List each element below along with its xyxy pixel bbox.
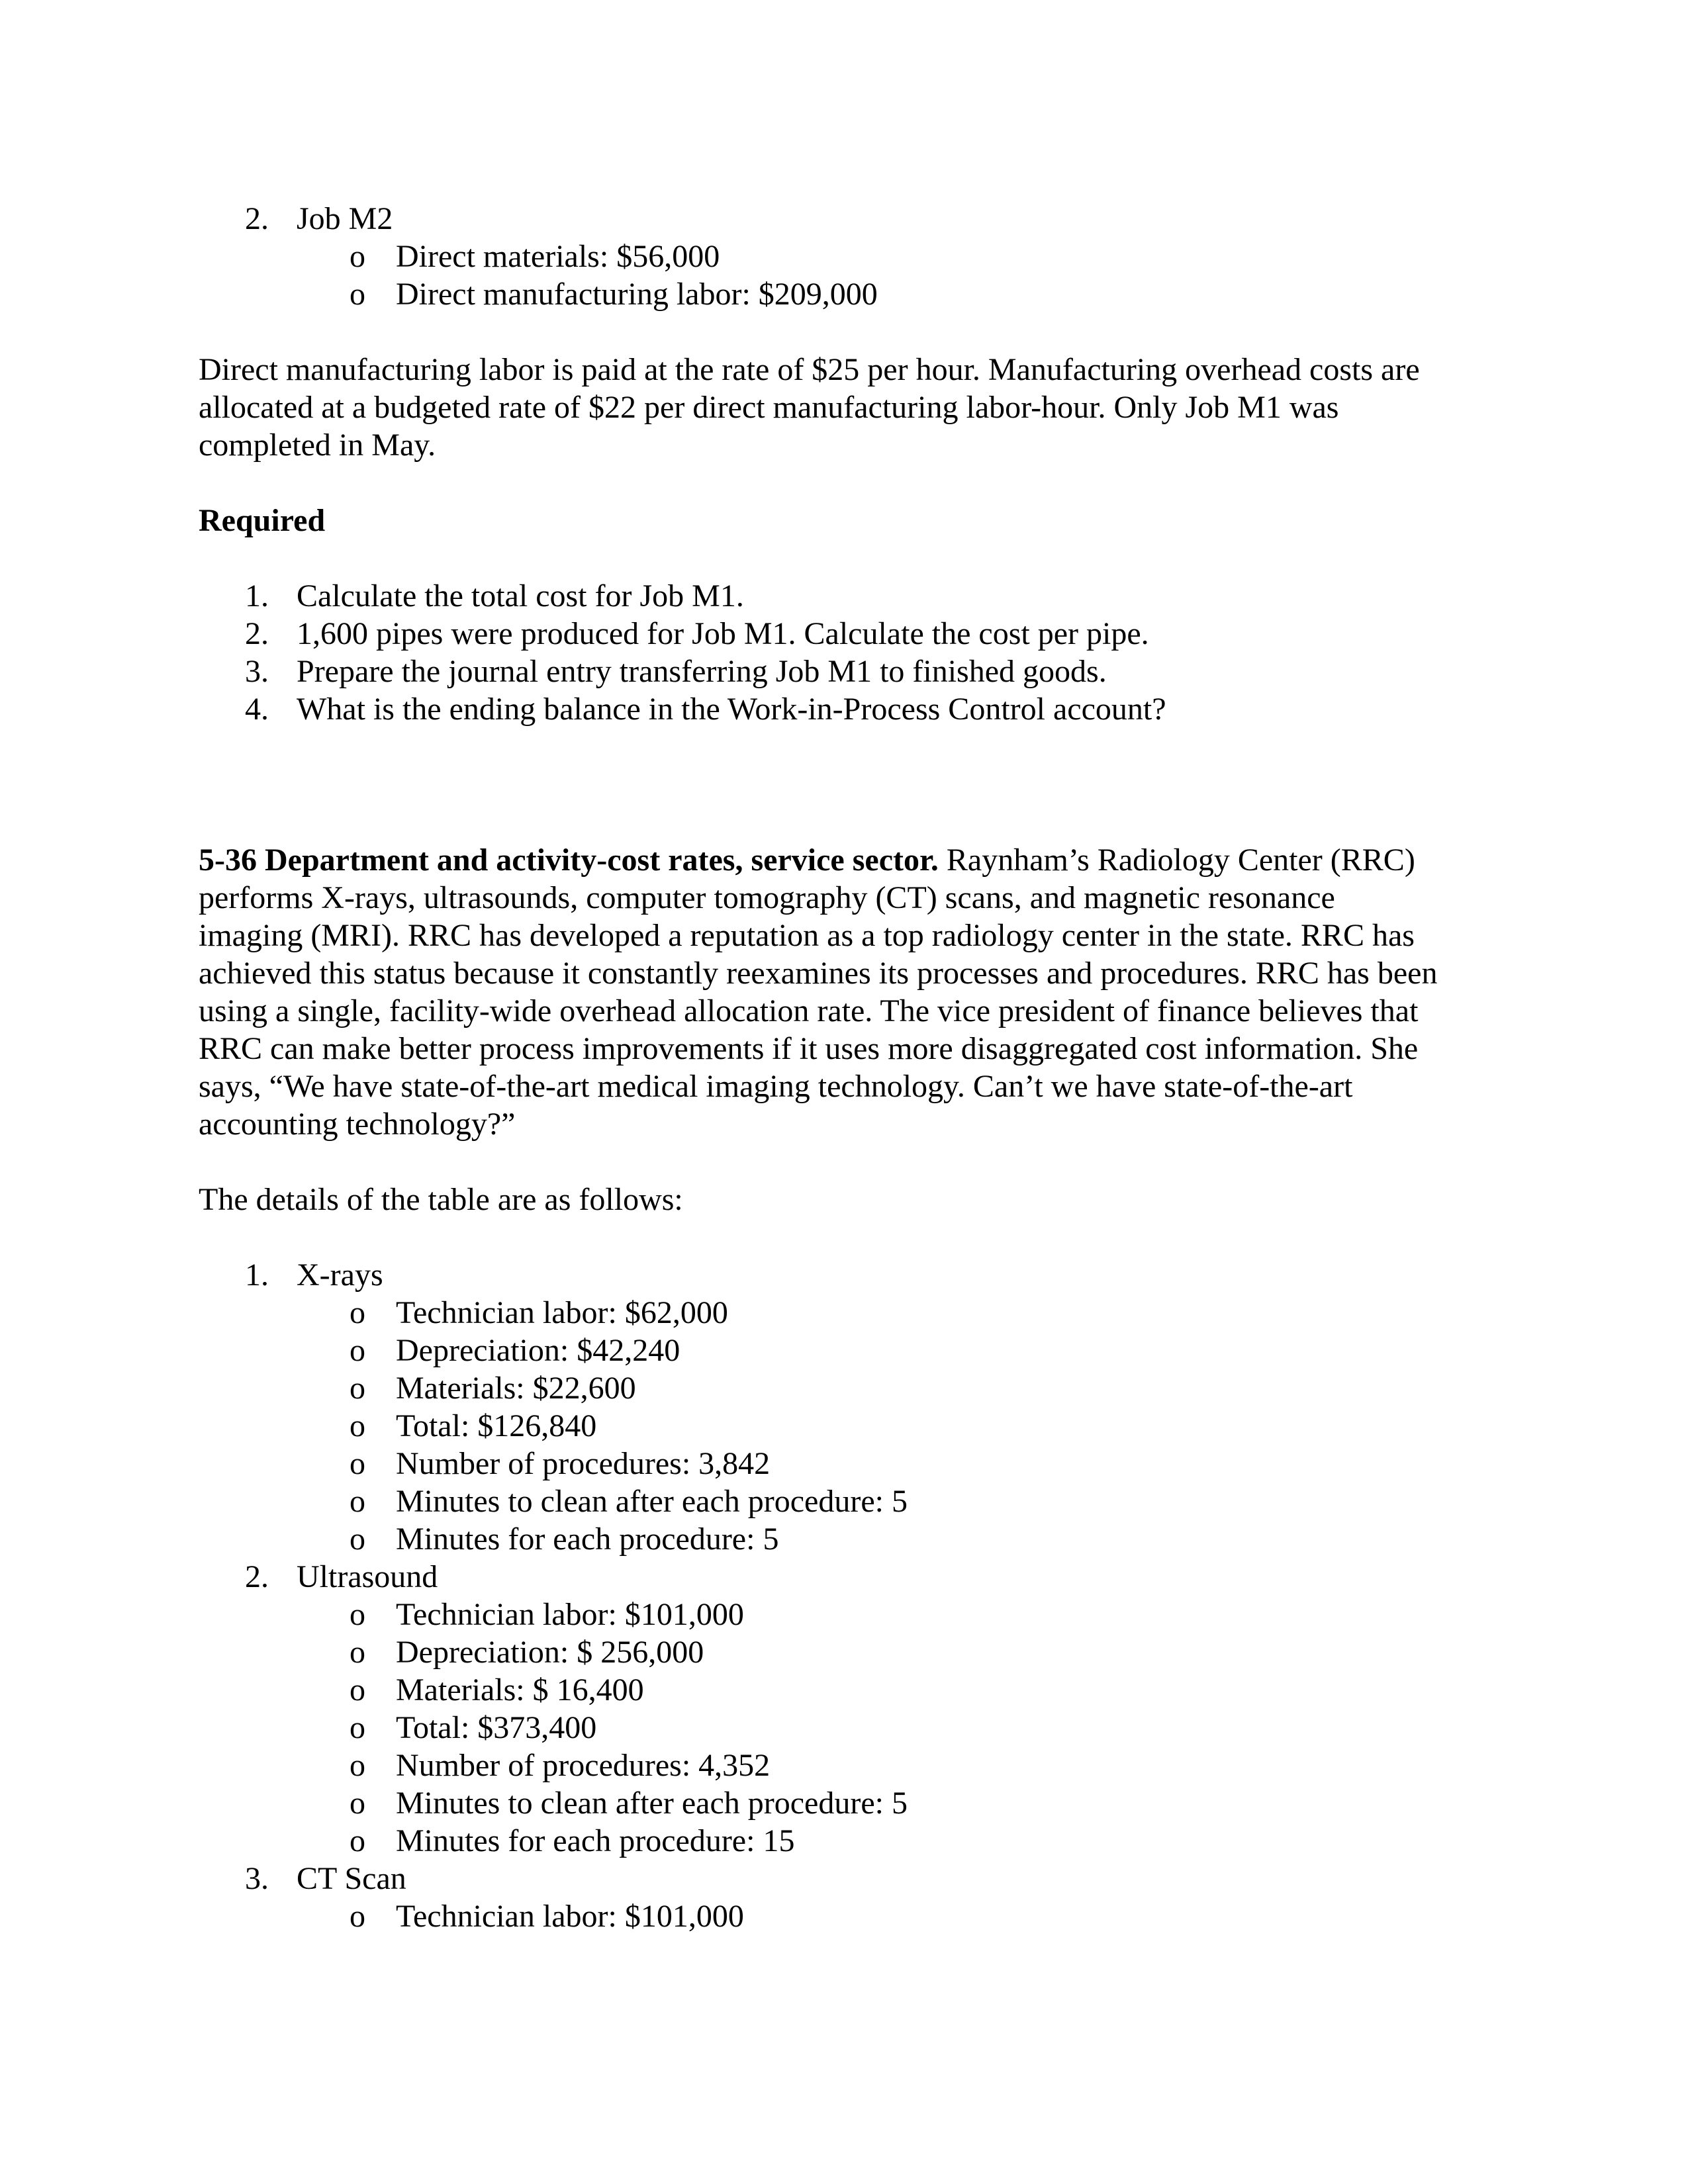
category-title: X-rays [297, 1257, 383, 1293]
required-item-text: Calculate the total cost for Job M1. [297, 578, 744, 614]
list-item [199, 1294, 1496, 1332]
required-item-2 [199, 615, 1496, 653]
bullet-glyph: o [350, 1408, 365, 1443]
item-text: Minutes to clean after each procedure: 5 [396, 1484, 908, 1519]
bullet-glyph: o [350, 1484, 365, 1519]
list-number: 2. [245, 201, 269, 236]
list-item [199, 1520, 1496, 1558]
bullet-glyph: o [350, 1672, 365, 1707]
required-item-text: Prepare the journal entry transferring Job M1 to finished goods. [297, 654, 1107, 689]
paragraph-line: Direct manufacturing labor is paid at the rate of $25 per hour. Manufacturing overhead costs are [199, 352, 1420, 387]
category-x-rays [199, 1256, 1496, 1294]
list-item [199, 275, 1496, 313]
labor-paragraph [199, 351, 1496, 464]
problem-first-line-text: Raynham’s Radiology Center (RRC) [938, 842, 1415, 878]
item-text: Depreciation: $ 256,000 [396, 1635, 704, 1670]
list-item [199, 1633, 1496, 1671]
item-text: Number of procedures: 4,352 [396, 1748, 771, 1783]
list-item [199, 1482, 1496, 1520]
paragraph-line: RRC can make better process improvements if it uses more disaggregated cost information. She [199, 1031, 1419, 1066]
list-item [199, 238, 1496, 275]
item-text: Number of procedures: 3,842 [396, 1446, 771, 1481]
list-item [199, 1709, 1496, 1747]
item-text: Materials: $ 16,400 [396, 1672, 644, 1707]
category-title: CT Scan [297, 1861, 406, 1896]
bullet-glyph: o [350, 1446, 365, 1481]
paragraph-line: performs X-rays, ultrasounds, computer tomography (CT) scans, and magnetic resonance [199, 880, 1335, 915]
paragraph-line: imaging (MRI). RRC has developed a reputation as a top radiology center in the state. RRC has [199, 918, 1415, 953]
item-text: Depreciation: $42,240 [396, 1333, 680, 1368]
list-item [199, 1747, 1496, 1784]
list-item [199, 1784, 1496, 1822]
required-item-text: 1,600 pipes were produced for Job M1. Calculate the cost per pipe. [297, 616, 1149, 651]
list-item [199, 1671, 1496, 1709]
bullet-glyph: o [350, 1823, 365, 1858]
required-item-text: What is the ending balance in the Work-in-Process Control account? [297, 692, 1166, 727]
item-text: Technician labor: $101,000 [396, 1597, 744, 1632]
bullet-glyph: o [350, 277, 365, 312]
list-item [199, 1369, 1496, 1407]
paragraph-line: using a single, facility-wide overhead allocation rate. The vice president of finance believes that [199, 993, 1419, 1028]
list-number: 2. [245, 1559, 269, 1594]
list-number: 4. [245, 692, 269, 727]
list-number: 1. [245, 578, 269, 614]
direct-materials-text: Direct materials: $56,000 [396, 239, 720, 274]
item-text: Technician labor: $62,000 [396, 1295, 728, 1330]
required-item-4 [199, 690, 1496, 728]
item-text: Total: $126,840 [396, 1408, 597, 1443]
bullet-glyph: o [350, 1597, 365, 1632]
category-ct-scan [199, 1860, 1496, 1897]
bullet-glyph: o [350, 1333, 365, 1368]
item-text: Minutes to clean after each procedure: 5 [396, 1786, 908, 1821]
list-item [199, 1596, 1496, 1633]
list-item [199, 1897, 1496, 1935]
list-number: 1. [245, 1257, 269, 1293]
document-page [199, 200, 1496, 1935]
paragraph-line: completed in May. [199, 428, 436, 463]
required-heading: Required [199, 503, 326, 538]
job-m2-item [199, 200, 1496, 238]
list-item [199, 1822, 1496, 1860]
bullet-glyph: o [350, 1786, 365, 1821]
table-intro: The details of the table are as follows: [199, 1182, 683, 1217]
direct-labor-text: Direct manufacturing labor: $209,000 [396, 277, 878, 312]
list-item [199, 1332, 1496, 1369]
bullet-glyph: o [350, 1371, 365, 1406]
bullet-glyph: o [350, 1899, 365, 1934]
bullet-glyph: o [350, 1635, 365, 1670]
item-text: Materials: $22,600 [396, 1371, 636, 1406]
list-item [199, 1445, 1496, 1482]
bullet-glyph: o [350, 1748, 365, 1783]
paragraph-line: achieved this status because it constantly reexamines its processes and procedures. RRC has been [199, 956, 1438, 991]
bullet-glyph: o [350, 1522, 365, 1557]
problem-title: 5-36 Department and activity-cost rates, service sector. [199, 842, 939, 878]
problem-5-36-paragraph [199, 841, 1496, 1143]
item-text: Minutes for each procedure: 15 [396, 1823, 795, 1858]
category-title: Ultrasound [297, 1559, 438, 1594]
item-text: Total: $373,400 [396, 1710, 597, 1745]
list-number: 3. [245, 1861, 269, 1896]
bullet-glyph: o [350, 1295, 365, 1330]
bullet-glyph: o [350, 1710, 365, 1745]
list-item [199, 1407, 1496, 1445]
required-item-3 [199, 653, 1496, 690]
paragraph-line: allocated at a budgeted rate of $22 per direct manufacturing labor-hour. Only Job M1 was [199, 390, 1339, 425]
bullet-glyph: o [350, 239, 365, 274]
job-m2-title: Job M2 [297, 201, 393, 236]
list-number: 3. [245, 654, 269, 689]
paragraph-line [199, 841, 1496, 879]
category-ultrasound [199, 1558, 1496, 1596]
list-number: 2. [245, 616, 269, 651]
item-text: Technician labor: $101,000 [396, 1899, 744, 1934]
item-text: Minutes for each procedure: 5 [396, 1522, 779, 1557]
paragraph-line: accounting technology?” [199, 1107, 516, 1142]
required-item-1 [199, 577, 1496, 615]
paragraph-line: says, “We have state-of-the-art medical imaging technology. Can’t we have state-of-the-art [199, 1069, 1353, 1104]
